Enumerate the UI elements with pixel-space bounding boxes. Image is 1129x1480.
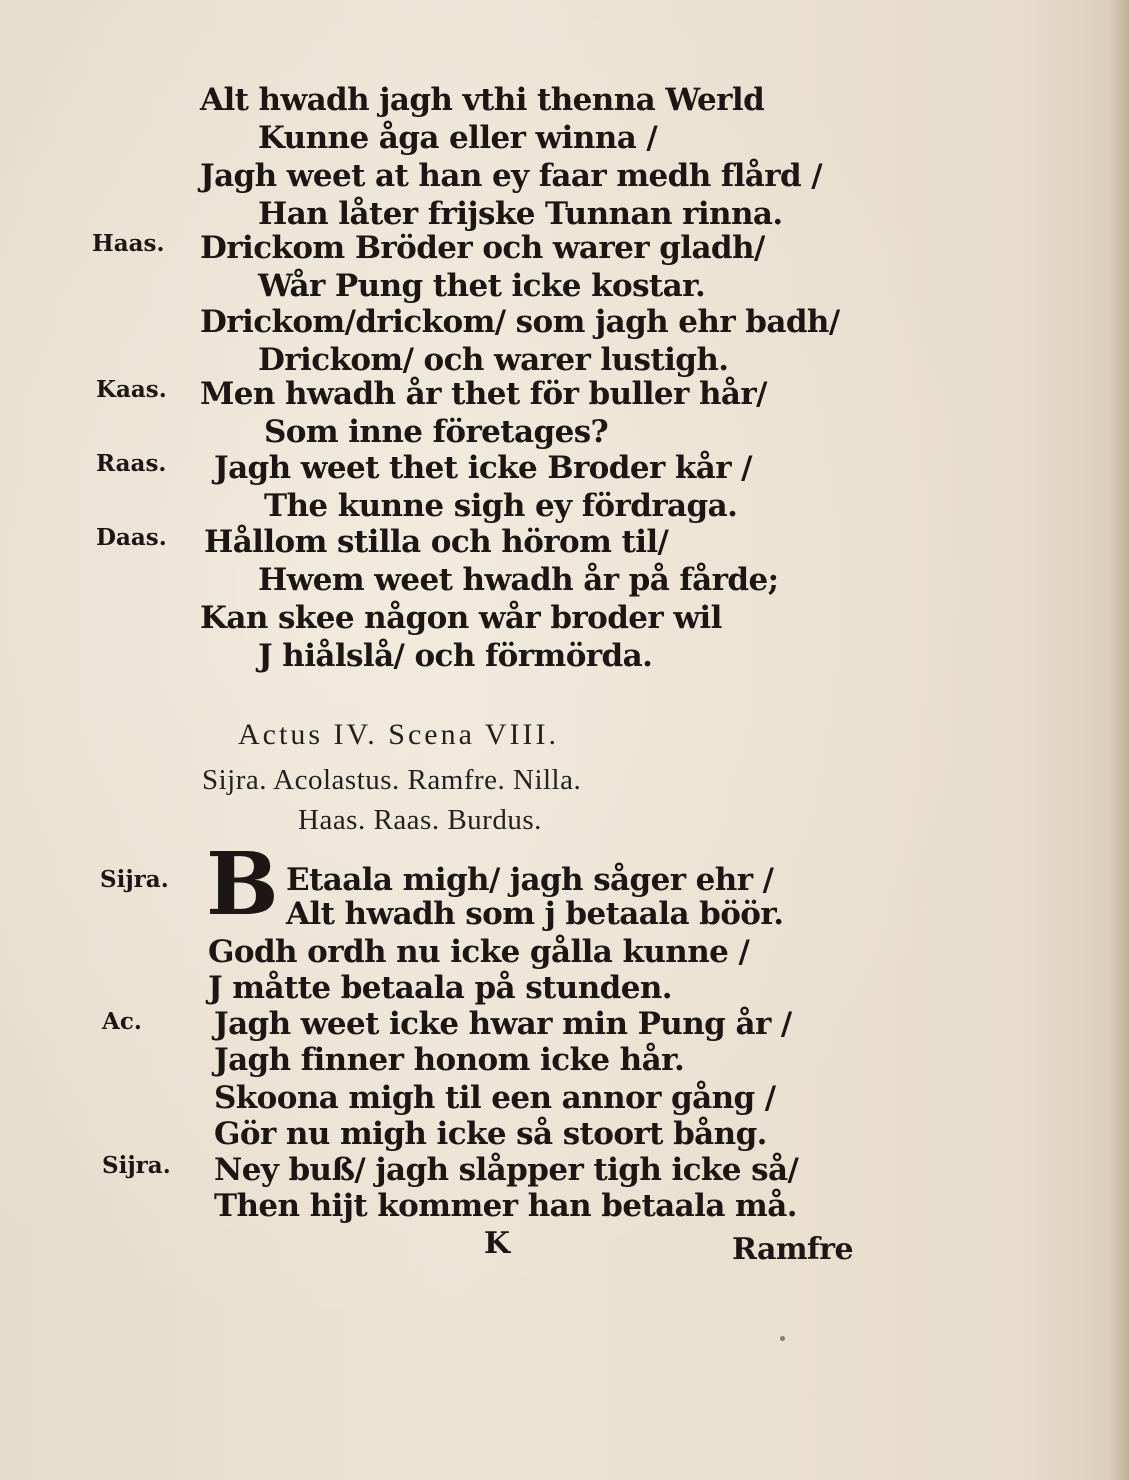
verse-line: Kunne åga eller winna / xyxy=(258,120,658,156)
page-edge-shadow xyxy=(1109,0,1129,1480)
verse-line: J hiålslå/ och förmörda. xyxy=(258,638,653,674)
scene-heading: Actus IV. Scena VIII. xyxy=(238,718,560,751)
verse-line: Som inne företages? xyxy=(264,414,609,450)
cast-list: Haas. Raas. Burdus. xyxy=(298,804,542,836)
speaker-label: Kaas. xyxy=(96,376,167,403)
catchword: Ramfre xyxy=(732,1232,853,1267)
verse-line: Wår Pung thet icke kostar. xyxy=(258,268,706,304)
verse-line: Alt hwadh jagh vthi thenna Werld xyxy=(200,82,765,118)
verse-line: Drickom/ och warer lustigh. xyxy=(258,342,729,378)
verse-line: Kan skee någon wår broder wil xyxy=(200,600,722,636)
verse-line: Godh ordh nu icke gålla kunne / xyxy=(208,934,750,970)
speaker-label: Sijra. xyxy=(102,1152,171,1179)
verse-line: Ney buß/ jagh slåpper tigh icke så/ xyxy=(214,1152,799,1188)
cast-list: Sijra. Acolastus. Ramfre. Nilla. xyxy=(202,764,582,796)
verse-line: Hållom stilla och hörom til/ xyxy=(204,524,669,560)
verse-line: Jagh weet at han ey faar medh flård / xyxy=(200,158,822,194)
signature-mark: K xyxy=(484,1226,510,1261)
paper-speck xyxy=(780,1336,785,1341)
verse-line: Han låter frijske Tunnan rinna. xyxy=(258,196,783,232)
speaker-label: Haas. xyxy=(92,230,165,257)
speaker-label: Raas. xyxy=(96,450,167,477)
speaker-label: Ac. xyxy=(102,1008,142,1035)
verse-line: Gör nu migh icke så stoort bång. xyxy=(214,1116,767,1152)
drop-capital: B xyxy=(206,834,279,935)
verse-line: The kunne sigh ey fördraga. xyxy=(264,488,738,524)
verse-line: Men hwadh år thet för buller hår/ xyxy=(200,376,767,412)
verse-line: Etaala migh/ jagh såger ehr / xyxy=(286,862,774,898)
verse-line: J måtte betaala på stunden. xyxy=(208,970,672,1006)
verse-line: Jagh weet icke hwar min Pung år / xyxy=(214,1006,792,1042)
verse-line: Drickom Bröder och warer gladh/ xyxy=(200,230,765,266)
speaker-label: Daas. xyxy=(96,524,167,551)
verse-line: Skoona migh til een annor gång / xyxy=(214,1080,776,1116)
speaker-label: Sijra. xyxy=(100,866,169,893)
verse-line: Alt hwadh som j betaala böör. xyxy=(286,896,784,932)
verse-line: Drickom/drickom/ som jagh ehr badh/ xyxy=(200,304,840,340)
verse-line: Jagh weet thet icke Broder kår / xyxy=(214,450,752,486)
verse-line: Jagh finner honom icke hår. xyxy=(214,1042,685,1078)
verse-line: Hwem weet hwadh år på fårde; xyxy=(258,562,779,598)
verse-line: Then hijt kommer han betaala må. xyxy=(214,1188,797,1224)
